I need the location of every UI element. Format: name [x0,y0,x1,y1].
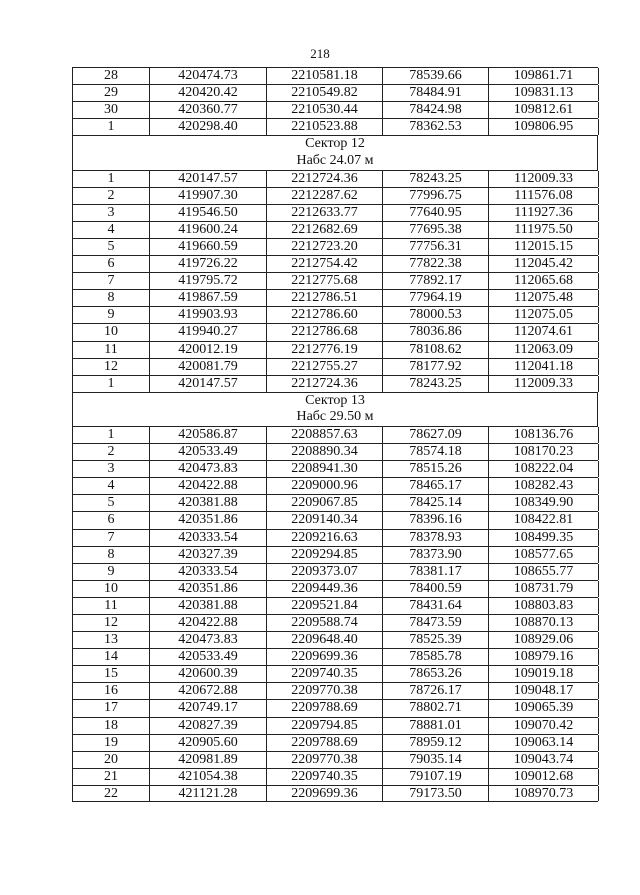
x-coordinate-cell: 419660.59 [150,239,267,255]
y-local-cell: 111975.50 [489,222,599,238]
y-coordinate-cell: 2212775.68 [267,273,383,289]
point-number-cell: 7 [73,273,150,289]
x-local-cell: 78726.17 [383,683,489,699]
point-number-cell: 4 [73,478,150,494]
y-coordinate-cell: 2212786.68 [267,324,383,340]
point-number-cell: 1 [73,171,150,187]
point-number-cell: 20 [73,752,150,768]
y-coordinate-cell: 2208857.63 [267,427,383,443]
coordinates-table [72,67,598,802]
x-coordinate-cell: 420586.87 [150,427,267,443]
table-row [72,597,598,614]
y-local-cell: 108282.43 [489,478,599,494]
y-local-cell: 109861.71 [489,68,599,84]
x-coordinate-cell: 420351.86 [150,581,267,597]
table-row [72,546,598,563]
x-coordinate-cell: 420672.88 [150,683,267,699]
x-local-cell: 78539.66 [383,68,489,84]
table-row [72,255,598,272]
point-number-cell: 1 [73,376,150,392]
y-local-cell: 109048.17 [489,683,599,699]
table-row [72,751,598,768]
x-coordinate-cell: 419940.27 [150,324,267,340]
x-local-cell: 78177.92 [383,359,489,375]
y-coordinate-cell: 2209140.34 [267,512,383,528]
y-coordinate-cell: 2209788.69 [267,700,383,716]
point-number-cell: 13 [73,632,150,648]
table-row [72,580,598,597]
y-coordinate-cell: 2212786.60 [267,307,383,323]
point-number-cell: 15 [73,666,150,682]
y-local-cell: 109065.39 [489,700,599,716]
x-coordinate-cell: 419546.50 [150,205,267,221]
point-number-cell: 18 [73,718,150,734]
y-coordinate-cell: 2209521.84 [267,598,383,614]
x-coordinate-cell: 420333.54 [150,564,267,580]
table-row [72,768,598,785]
x-coordinate-cell: 419795.72 [150,273,267,289]
y-coordinate-cell: 2209788.69 [267,735,383,751]
x-local-cell: 78574.18 [383,444,489,460]
y-local-cell: 108803.83 [489,598,599,614]
point-number-cell: 3 [73,461,150,477]
point-number-cell: 30 [73,102,150,118]
x-coordinate-cell: 420420.42 [150,85,267,101]
x-local-cell: 77822.38 [383,256,489,272]
y-coordinate-cell: 2209699.36 [267,786,383,801]
x-coordinate-cell: 420381.88 [150,495,267,511]
x-local-cell: 78515.26 [383,461,489,477]
table-row [72,306,598,323]
page-number: 218 [310,46,330,61]
y-coordinate-cell: 2209770.38 [267,752,383,768]
point-number-cell: 10 [73,581,150,597]
y-local-cell: 112075.05 [489,307,599,323]
x-coordinate-cell: 421054.38 [150,769,267,785]
x-coordinate-cell: 419903.93 [150,307,267,323]
y-coordinate-cell: 2210530.44 [267,102,383,118]
point-number-cell: 11 [73,598,150,614]
x-coordinate-cell: 420533.49 [150,444,267,460]
y-local-cell: 108979.16 [489,649,599,665]
y-coordinate-cell: 2209588.74 [267,615,383,631]
y-coordinate-cell: 2209794.85 [267,718,383,734]
x-local-cell: 77756.31 [383,239,489,255]
x-coordinate-cell: 420360.77 [150,102,267,118]
y-coordinate-cell: 2212755.27 [267,359,383,375]
point-number-cell: 5 [73,239,150,255]
point-number-cell: 12 [73,359,150,375]
point-number-cell: 11 [73,342,150,358]
x-coordinate-cell: 420749.17 [150,700,267,716]
y-local-cell: 109043.74 [489,752,599,768]
y-local-cell: 108929.06 [489,632,599,648]
x-local-cell: 78959.12 [383,735,489,751]
x-local-cell: 78627.09 [383,427,489,443]
x-coordinate-cell: 421121.28 [150,786,267,801]
x-local-cell: 79035.14 [383,752,489,768]
x-local-cell: 77640.95 [383,205,489,221]
x-coordinate-cell: 420981.89 [150,752,267,768]
x-coordinate-cell: 420473.83 [150,461,267,477]
y-coordinate-cell: 2212786.51 [267,290,383,306]
table-row [72,443,598,460]
x-coordinate-cell: 420600.39 [150,666,267,682]
sector-title: Сектор 12 [305,136,365,152]
point-number-cell: 8 [73,547,150,563]
y-local-cell: 112075.48 [489,290,599,306]
sector-header [72,135,598,169]
y-coordinate-cell: 2212633.77 [267,205,383,221]
y-local-cell: 109063.14 [489,735,599,751]
x-local-cell: 78425.14 [383,495,489,511]
y-coordinate-cell: 2209699.36 [267,649,383,665]
table-row [72,648,598,665]
table-row [72,204,598,221]
point-number-cell: 14 [73,649,150,665]
y-coordinate-cell: 2212287.62 [267,188,383,204]
table-row [72,460,598,477]
x-coordinate-cell: 420147.57 [150,171,267,187]
x-local-cell: 78881.01 [383,718,489,734]
table-row [72,358,598,375]
x-coordinate-cell: 419726.22 [150,256,267,272]
table-row [72,665,598,682]
x-local-cell: 79107.19 [383,769,489,785]
y-local-cell: 109012.68 [489,769,599,785]
y-local-cell: 108349.90 [489,495,599,511]
x-local-cell: 78525.39 [383,632,489,648]
table-row [72,118,598,135]
table-row [72,170,598,187]
y-local-cell: 108577.65 [489,547,599,563]
point-number-cell: 2 [73,188,150,204]
table-row [72,341,598,358]
table-row [72,221,598,238]
table-row [72,682,598,699]
y-coordinate-cell: 2210549.82 [267,85,383,101]
table-row [72,477,598,494]
x-local-cell: 78400.59 [383,581,489,597]
x-coordinate-cell: 420333.54 [150,530,267,546]
table-row [72,511,598,528]
x-local-cell: 78000.53 [383,307,489,323]
y-local-cell: 112065.68 [489,273,599,289]
table-row [72,238,598,255]
y-coordinate-cell: 2210581.18 [267,68,383,84]
y-coordinate-cell: 2212776.19 [267,342,383,358]
point-number-cell: 3 [73,205,150,221]
table-row [72,529,598,546]
table-row [72,323,598,340]
x-local-cell: 78108.62 [383,342,489,358]
x-local-cell: 78424.98 [383,102,489,118]
sector-header [72,392,598,426]
y-local-cell: 108731.79 [489,581,599,597]
x-coordinate-cell: 420012.19 [150,342,267,358]
sector-title: Сектор 13 [305,392,365,408]
y-coordinate-cell: 2209770.38 [267,683,383,699]
y-local-cell: 112009.33 [489,171,599,187]
point-number-cell: 10 [73,324,150,340]
table-row [72,631,598,648]
point-number-cell: 28 [73,68,150,84]
x-local-cell: 78653.26 [383,666,489,682]
x-coordinate-cell: 420298.40 [150,119,267,135]
x-local-cell: 77964.19 [383,290,489,306]
point-number-cell: 12 [73,615,150,631]
y-local-cell: 109070.42 [489,718,599,734]
table-row [72,272,598,289]
y-local-cell: 109812.61 [489,102,599,118]
point-number-cell: 21 [73,769,150,785]
y-coordinate-cell: 2208890.34 [267,444,383,460]
x-local-cell: 78465.17 [383,478,489,494]
y-local-cell: 108222.04 [489,461,599,477]
point-number-cell: 9 [73,564,150,580]
y-coordinate-cell: 2209067.85 [267,495,383,511]
table-row [72,67,598,84]
point-number-cell: 1 [73,119,150,135]
x-coordinate-cell: 420533.49 [150,649,267,665]
point-number-cell: 16 [73,683,150,699]
table-row [72,699,598,716]
y-coordinate-cell: 2212724.36 [267,376,383,392]
y-coordinate-cell: 2212723.20 [267,239,383,255]
point-number-cell: 7 [73,530,150,546]
y-local-cell: 112041.18 [489,359,599,375]
x-local-cell: 79173.50 [383,786,489,801]
x-local-cell: 78373.90 [383,547,489,563]
point-number-cell: 6 [73,256,150,272]
y-coordinate-cell: 2210523.88 [267,119,383,135]
y-local-cell: 112009.33 [489,376,599,392]
table-row [72,187,598,204]
y-local-cell: 108970.73 [489,786,599,801]
table-row [72,375,598,392]
x-local-cell: 77892.17 [383,273,489,289]
x-local-cell: 78473.59 [383,615,489,631]
y-local-cell: 108655.77 [489,564,599,580]
x-coordinate-cell: 420474.73 [150,68,267,84]
y-local-cell: 109019.18 [489,666,599,682]
x-local-cell: 78585.78 [383,649,489,665]
table-row [72,494,598,511]
y-coordinate-cell: 2209216.63 [267,530,383,546]
x-local-cell: 78036.86 [383,324,489,340]
x-coordinate-cell: 420422.88 [150,615,267,631]
point-number-cell: 17 [73,700,150,716]
y-coordinate-cell: 2208941.30 [267,461,383,477]
y-local-cell: 112015.15 [489,239,599,255]
y-local-cell: 112045.42 [489,256,599,272]
x-local-cell: 78243.25 [383,376,489,392]
y-coordinate-cell: 2209740.35 [267,666,383,682]
table-row [72,614,598,631]
y-coordinate-cell: 2209373.07 [267,564,383,580]
x-coordinate-cell: 419867.59 [150,290,267,306]
sector-elevation: Набс 29.50 м [296,409,374,425]
x-coordinate-cell: 420147.57 [150,376,267,392]
point-number-cell: 22 [73,786,150,801]
y-local-cell: 108422.81 [489,512,599,528]
y-coordinate-cell: 2209000.96 [267,478,383,494]
x-coordinate-cell: 420351.86 [150,512,267,528]
x-coordinate-cell: 420081.79 [150,359,267,375]
point-number-cell: 29 [73,85,150,101]
point-number-cell: 4 [73,222,150,238]
y-coordinate-cell: 2212754.42 [267,256,383,272]
y-coordinate-cell: 2212724.36 [267,171,383,187]
x-local-cell: 78378.93 [383,530,489,546]
table-row [72,426,598,443]
y-coordinate-cell: 2209740.35 [267,769,383,785]
y-local-cell: 111576.08 [489,188,599,204]
table-row [72,717,598,734]
table-row [72,563,598,580]
point-number-cell: 2 [73,444,150,460]
x-local-cell: 78484.91 [383,85,489,101]
x-coordinate-cell: 419600.24 [150,222,267,238]
x-coordinate-cell: 420422.88 [150,478,267,494]
point-number-cell: 8 [73,290,150,306]
y-local-cell: 109831.13 [489,85,599,101]
y-coordinate-cell: 2209449.36 [267,581,383,597]
x-local-cell: 77695.38 [383,222,489,238]
point-number-cell: 1 [73,427,150,443]
point-number-cell: 5 [73,495,150,511]
point-number-cell: 19 [73,735,150,751]
x-local-cell: 77996.75 [383,188,489,204]
table-row [72,84,598,101]
y-local-cell: 112074.61 [489,324,599,340]
y-coordinate-cell: 2209648.40 [267,632,383,648]
x-local-cell: 78396.16 [383,512,489,528]
x-local-cell: 78362.53 [383,119,489,135]
y-coordinate-cell: 2212682.69 [267,222,383,238]
point-number-cell: 9 [73,307,150,323]
x-coordinate-cell: 420905.60 [150,735,267,751]
x-local-cell: 78431.64 [383,598,489,614]
y-local-cell: 111927.36 [489,205,599,221]
x-coordinate-cell: 420381.88 [150,598,267,614]
y-local-cell: 108170.23 [489,444,599,460]
table-row [72,289,598,306]
y-coordinate-cell: 2209294.85 [267,547,383,563]
y-local-cell: 108870.13 [489,615,599,631]
x-local-cell: 78243.25 [383,171,489,187]
sector-elevation: Набс 24.07 м [296,152,374,168]
y-local-cell: 112063.09 [489,342,599,358]
y-local-cell: 108499.35 [489,530,599,546]
x-coordinate-cell: 420473.83 [150,632,267,648]
table-row [72,101,598,118]
point-number-cell: 6 [73,512,150,528]
table-row [72,734,598,751]
y-local-cell: 108136.76 [489,427,599,443]
x-coordinate-cell: 420327.39 [150,547,267,563]
x-local-cell: 78802.71 [383,700,489,716]
table-row [72,785,598,802]
x-coordinate-cell: 420827.39 [150,718,267,734]
x-local-cell: 78381.17 [383,564,489,580]
x-coordinate-cell: 419907.30 [150,188,267,204]
y-local-cell: 109806.95 [489,119,599,135]
